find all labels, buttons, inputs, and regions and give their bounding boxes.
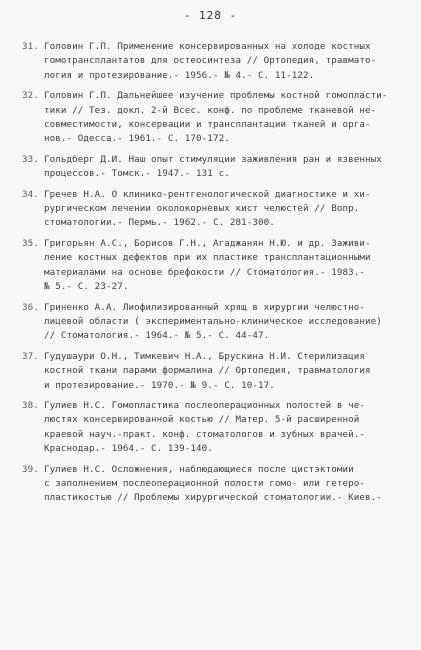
reference-text-line: пластикостью // Проблемы хирургической стоматологии.- Киев.- bbox=[44, 492, 382, 504]
reference-text-line: Гриненко А.А. Лиофилизированный хрящ в хирургии челюстно- bbox=[44, 301, 365, 313]
reference-text-line: ление костных дефектов при их пластике трансплантационными bbox=[44, 252, 371, 264]
reference-text-line: люстях консервированной костью // Матер. 5-й расширенной bbox=[44, 414, 360, 426]
reference-text-line: Гулиев Н.С. Гомопластика послеоперационных полостей в че- bbox=[44, 399, 365, 411]
reference-number: 39. bbox=[22, 463, 39, 475]
reference-number: 34. bbox=[22, 188, 39, 200]
reference-entry bbox=[22, 463, 408, 506]
reference-entry bbox=[22, 350, 408, 393]
reference-text-line: Гречев Н.А. О клинико-рентгенологической диагностике и хи- bbox=[44, 188, 371, 200]
reference-number: 32. bbox=[22, 90, 39, 102]
reference-text-line: Гудушаури О.Н., Тимкевич Н.А., Брускина Н.И. Стерилизация bbox=[44, 350, 365, 362]
reference-text-line: с заполнением послеоперационной полости гомо- или гетеро- bbox=[44, 477, 365, 489]
reference-number: 33. bbox=[22, 153, 39, 165]
reference-entry bbox=[22, 237, 408, 295]
reference-text-line: Головин Г.П. Дальнейшее изучение проблемы костной гомопласти- bbox=[44, 90, 388, 102]
reference-text-line: рургическом лечении околокорневых кист челюстей // Вопр. bbox=[44, 203, 360, 215]
reference-text-line: логия и протезирование.- 1956.- № 4.- С. 11-122. bbox=[44, 69, 315, 81]
reference-entry bbox=[22, 188, 408, 231]
reference-text-line: костной ткани парами формалина // Ортопедия, травматология bbox=[44, 365, 371, 377]
reference-entry bbox=[22, 153, 408, 182]
reference-entry bbox=[22, 301, 408, 344]
reference-number: 36. bbox=[22, 301, 39, 313]
reference-text-line: процессов.- Томск.- 1947.- 131 с. bbox=[44, 168, 230, 180]
reference-entry bbox=[22, 89, 408, 147]
reference-text-line: гомотрансплантатов для остеосинтеза // Ортопедия, травмато- bbox=[44, 55, 377, 67]
page-number: - 128 - bbox=[183, 9, 238, 22]
reference-entry bbox=[22, 399, 408, 457]
reference-text-line: № 5.- С. 23-27. bbox=[44, 281, 129, 293]
reference-text-line: // Стоматология.- 1964.- № 5.- С. 44-47. bbox=[44, 330, 270, 342]
reference-text-line: Григорьян А.С., Борисов Г.Н., Агаджанян Н.Ю. и др. Заживи- bbox=[44, 237, 371, 249]
reference-text-line: материалами на основе брефокости // Стоматология.- 1983.- bbox=[44, 266, 365, 278]
reference-text-line: тики // Тез. докл. 2-й Всес. конф. по проблеме тканевой не- bbox=[44, 104, 377, 116]
reference-list bbox=[22, 40, 408, 512]
reference-number: 35. bbox=[22, 237, 39, 249]
reference-number: 37. bbox=[22, 350, 39, 362]
reference-text-line: краевой науч.-практ. конф. стоматологов и зубных врачей.- bbox=[44, 428, 365, 440]
reference-text-line: Головин Г.П. Применение консервированных на холоде костных bbox=[44, 41, 371, 52]
reference-number: 31. bbox=[22, 41, 39, 52]
reference-text-line: совместимости, консервации и трансплантации тканей и орга- bbox=[44, 119, 371, 131]
reference-entry bbox=[22, 40, 408, 83]
reference-text-line: и протезирование.- 1970.- № 9.- С. 10-17. bbox=[44, 379, 275, 391]
reference-text-line: Гольдберг Д.И. Наш опыт стимуляции заживления ран и язвенных bbox=[44, 153, 382, 165]
reference-text-line: стоматологии.- Пермь.- 1962.- С. 281-300. bbox=[44, 217, 275, 229]
reference-text-line: Краснодар.- 1964.- С. 139-140. bbox=[44, 443, 213, 455]
reference-text-line: нов.- Одесса.- 1961.- С. 170-172. bbox=[44, 133, 230, 145]
reference-text-line: лицевой области ( экспериментально-клиническое исследование) bbox=[44, 315, 382, 327]
reference-text-line: Гулиев Н.С. Осложнения, наблюдающиеся после цистэктомии bbox=[44, 463, 354, 475]
reference-number: 38. bbox=[22, 399, 39, 411]
